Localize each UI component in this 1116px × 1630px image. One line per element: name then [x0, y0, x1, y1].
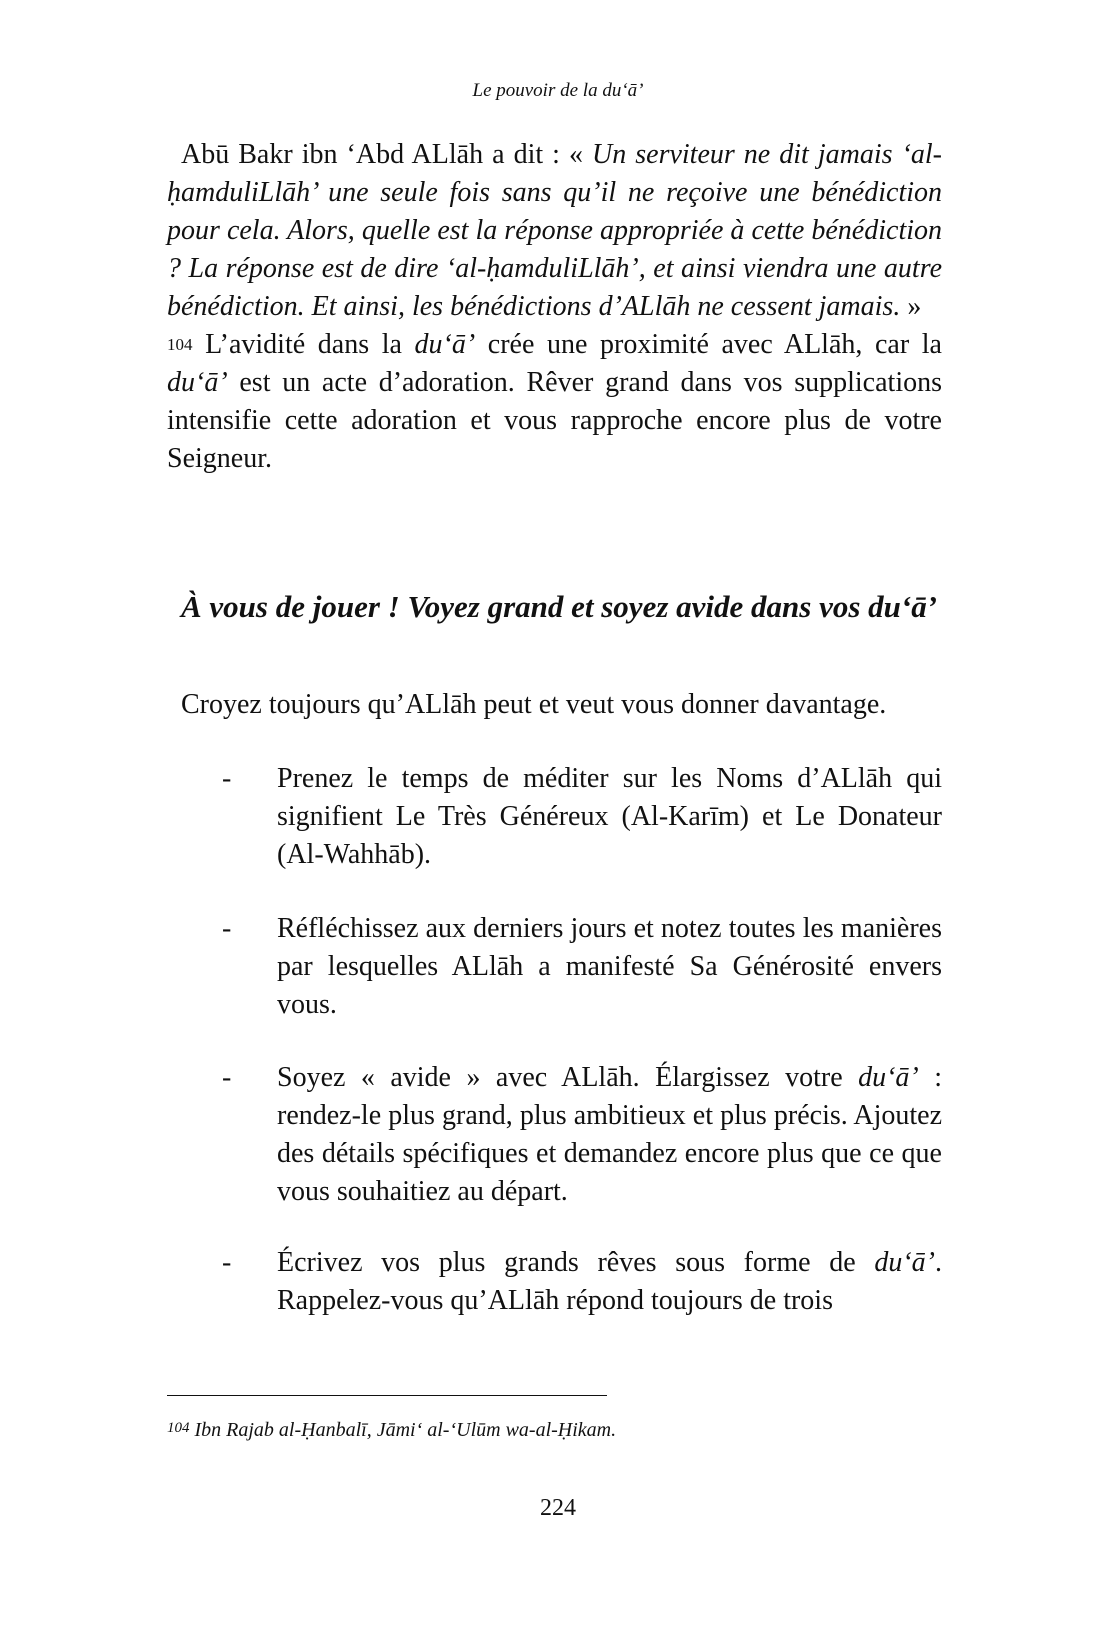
footnote-text: Ibn Rajab al-Ḥanbalī, Jāmi‘ al-‘Ulūm wa-al-Ḥikam. — [189, 1419, 617, 1441]
list-item-text: Prenez le temps de méditer sur les Noms d’ALlāh qui signifient Le Très Généreux (Al-Karīm) et Le Donateur (Al-Wahhāb). — [277, 763, 942, 870]
list-dash: - — [222, 1062, 232, 1093]
paragraph-text: est un acte d’adoration. Rêver grand dans vos supplications intensifie cette adoration et vous rapproche encore plus de votre Seigneur. — [167, 367, 942, 474]
list-item-text — [277, 1244, 942, 1320]
list-item-text: Réfléchissez aux derniers jours et notez toutes les manières par lesquelles ALlāh a manifesté Sa Générosité envers vous. — [277, 913, 942, 1020]
paragraph-text: L’avidité dans la — [192, 329, 415, 360]
paragraph-text: crée une proximité avec ALlāh, car la — [475, 329, 942, 360]
page-number: 224 — [540, 1495, 576, 1521]
list-text-part: Écrivez vos plus grands rêves sous forme de — [277, 1247, 875, 1278]
quote-close: » — [900, 291, 922, 322]
list-dash: - — [222, 1247, 232, 1278]
footnote-reference[interactable]: 104 — [167, 335, 193, 354]
list-text-part: . Rappelez-vous qu’ALlāh répond toujours de trois — [277, 1247, 942, 1316]
dua-term: du‘ā’ — [874, 1247, 935, 1278]
footnote-number: 104 — [167, 1420, 190, 1436]
running-header: Le pouvoir de la du‘ā’ — [472, 80, 644, 101]
list-text-part: : rendez-le plus grand, plus ambitieux et plus précis. Ajoutez des détails spécifiques et demandez encore plus que ce que vous souhaitiez au départ. — [277, 1062, 943, 1207]
dua-term: du‘ā’ — [167, 367, 228, 398]
list-dash: - — [222, 763, 232, 794]
quote-text: Un serviteur ne dit jamais ‘al-ḥamduliLlāh’ une seule fois sans qu’il ne reçoive une bénédiction pour cela. Alors, quelle est la réponse appropriée à cette bénédiction ? La réponse est de dire ‘al-ḥamduliLlāh’, et ainsi viendra une autre bénédiction. Et ainsi, les bénédictions d’ALlāh ne cessent jamais. — [167, 139, 942, 322]
footnote — [167, 1414, 942, 1444]
dua-term: du‘ā’ — [414, 329, 476, 360]
section-intro: Croyez toujours qu’ALlāh peut et veut vous donner davantage. — [181, 689, 887, 720]
paragraph-quote — [167, 136, 942, 478]
quote-intro: Abū Bakr ibn ‘Abd ALlāh a dit : « — [181, 139, 592, 170]
list-item-text — [277, 1059, 942, 1211]
dua-term: du‘ā’ — [858, 1062, 919, 1093]
footnote-divider — [167, 1395, 607, 1396]
list-text-part: Soyez « avide » avec ALlāh. Élargissez votre — [277, 1062, 859, 1093]
section-heading: À vous de jouer ! Voyez grand et soyez avide dans vos du‘ā’ — [181, 589, 938, 624]
list-dash: - — [222, 913, 232, 944]
